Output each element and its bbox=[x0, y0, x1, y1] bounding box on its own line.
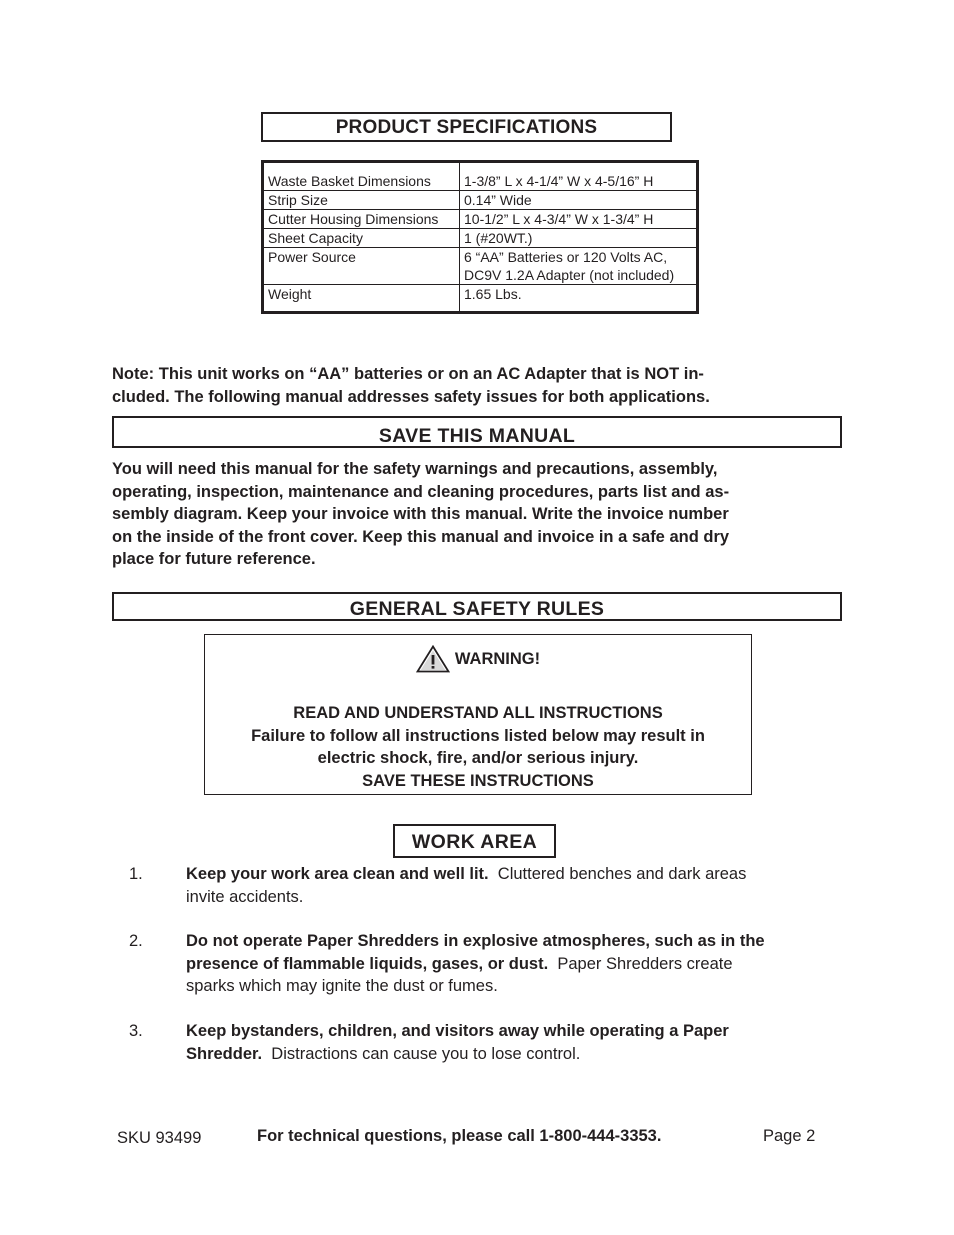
warning-label: WARNING! bbox=[454, 649, 541, 668]
footer-sku: SKU 93499 bbox=[117, 1129, 202, 1147]
paragraph-line: operating, inspection, maintenance and cleaning procedures, parts list and as- bbox=[112, 482, 730, 501]
item-bold-text: Shredder. bbox=[186, 1044, 263, 1063]
footer-tech-support: For technical questions, please call 1-800-444-3353. bbox=[257, 1127, 662, 1145]
spec-label: Weight bbox=[263, 285, 460, 313]
warning-line: SAVE THESE INSTRUCTIONS bbox=[362, 771, 594, 790]
item-bold-text: Keep your work area clean and well lit. bbox=[186, 865, 489, 883]
warning-label-row bbox=[205, 645, 751, 673]
spec-value: 0.14” Wide bbox=[460, 191, 698, 210]
warning-triangle-icon bbox=[416, 645, 450, 673]
table-row bbox=[263, 191, 698, 210]
table-row bbox=[263, 210, 698, 229]
specifications-table bbox=[261, 160, 699, 314]
item-plain-text: Cluttered benches and dark areas bbox=[488, 865, 747, 883]
adapter-note bbox=[112, 363, 842, 408]
spec-label: Strip Size bbox=[263, 191, 460, 210]
spec-label: Sheet Capacity bbox=[263, 229, 460, 248]
item-plain-text: Distractions can cause you to lose control. bbox=[262, 1044, 581, 1063]
item-number: 2. bbox=[129, 932, 143, 950]
spec-label: Power Source bbox=[263, 248, 460, 285]
item-plain-text: sparks which may ignite the dust or fumes. bbox=[186, 977, 498, 995]
specifications-heading: PRODUCT SPECIFICATIONS bbox=[261, 112, 672, 142]
warning-text bbox=[205, 702, 751, 792]
list-item bbox=[112, 863, 852, 908]
item-bold-text: Keep bystanders, children, and visitors away while operating a Paper bbox=[186, 1022, 729, 1040]
paragraph-line: on the inside of the front cover. Keep this manual and invoice in a safe and dry bbox=[112, 527, 730, 546]
spec-value: 1 (#20WT.) bbox=[460, 229, 698, 248]
item-bold-text: Do not operate Paper Shredders in explosive atmospheres, such as in the bbox=[186, 932, 765, 950]
warning-line: Failure to follow all instructions listed below may result in bbox=[251, 726, 705, 745]
spec-value-line: 6 “AA” Batteries or 120 Volts AC, bbox=[464, 249, 668, 265]
spec-label: Cutter Housing Dimensions bbox=[263, 210, 460, 229]
table-row bbox=[263, 285, 698, 313]
page-number: Page 2 bbox=[763, 1127, 816, 1145]
warning-line: electric shock, fire, and/or serious injury. bbox=[317, 749, 639, 768]
table-row bbox=[263, 162, 698, 191]
warning-line: READ AND UNDERSTAND ALL INSTRUCTIONS bbox=[293, 704, 663, 722]
spec-value-line: DC9V 1.2A Adapter (not included) bbox=[464, 267, 675, 283]
item-number: 1. bbox=[129, 865, 143, 883]
spec-value: 1-3/8” L x 4-1/4” W x 4-5/16” H bbox=[460, 162, 698, 191]
work-area-heading: WORK AREA bbox=[393, 824, 556, 858]
note-line: cluded. The following manual addresses safety issues for both applications. bbox=[112, 387, 710, 406]
item-text bbox=[186, 1020, 852, 1065]
spec-value: 1.65 Lbs. bbox=[460, 285, 698, 313]
warning-box bbox=[204, 634, 752, 795]
save-manual-text bbox=[112, 458, 842, 571]
list-item bbox=[112, 930, 852, 998]
paragraph-line: You will need this manual for the safety warnings and precautions, assembly, bbox=[112, 460, 718, 478]
item-plain-text: Paper Shredders create bbox=[548, 954, 733, 973]
item-plain-text: invite accidents. bbox=[186, 887, 304, 906]
item-number: 3. bbox=[129, 1022, 143, 1040]
table-row bbox=[263, 248, 698, 285]
paragraph-line: place for future reference. bbox=[112, 550, 316, 569]
spec-value bbox=[460, 248, 698, 285]
paragraph-line: sembly diagram. Keep your invoice with this manual. Write the invoice number bbox=[112, 505, 729, 524]
spec-label: Waste Basket Dimensions bbox=[263, 162, 460, 191]
table-row bbox=[263, 229, 698, 248]
save-manual-heading: SAVE THIS MANUAL bbox=[112, 416, 842, 448]
item-text bbox=[186, 930, 852, 998]
spec-value: 10-1/2” L x 4-3/4” W x 1-3/4” H bbox=[460, 210, 698, 229]
item-text bbox=[186, 863, 852, 908]
list-item bbox=[112, 1020, 852, 1065]
general-safety-heading: GENERAL SAFETY RULES bbox=[112, 592, 842, 621]
note-line: Note: This unit works on “AA” batteries or on an AC Adapter that is NOT in- bbox=[112, 365, 704, 383]
item-bold-text: presence of flammable liquids, gases, or dust. bbox=[186, 954, 549, 973]
